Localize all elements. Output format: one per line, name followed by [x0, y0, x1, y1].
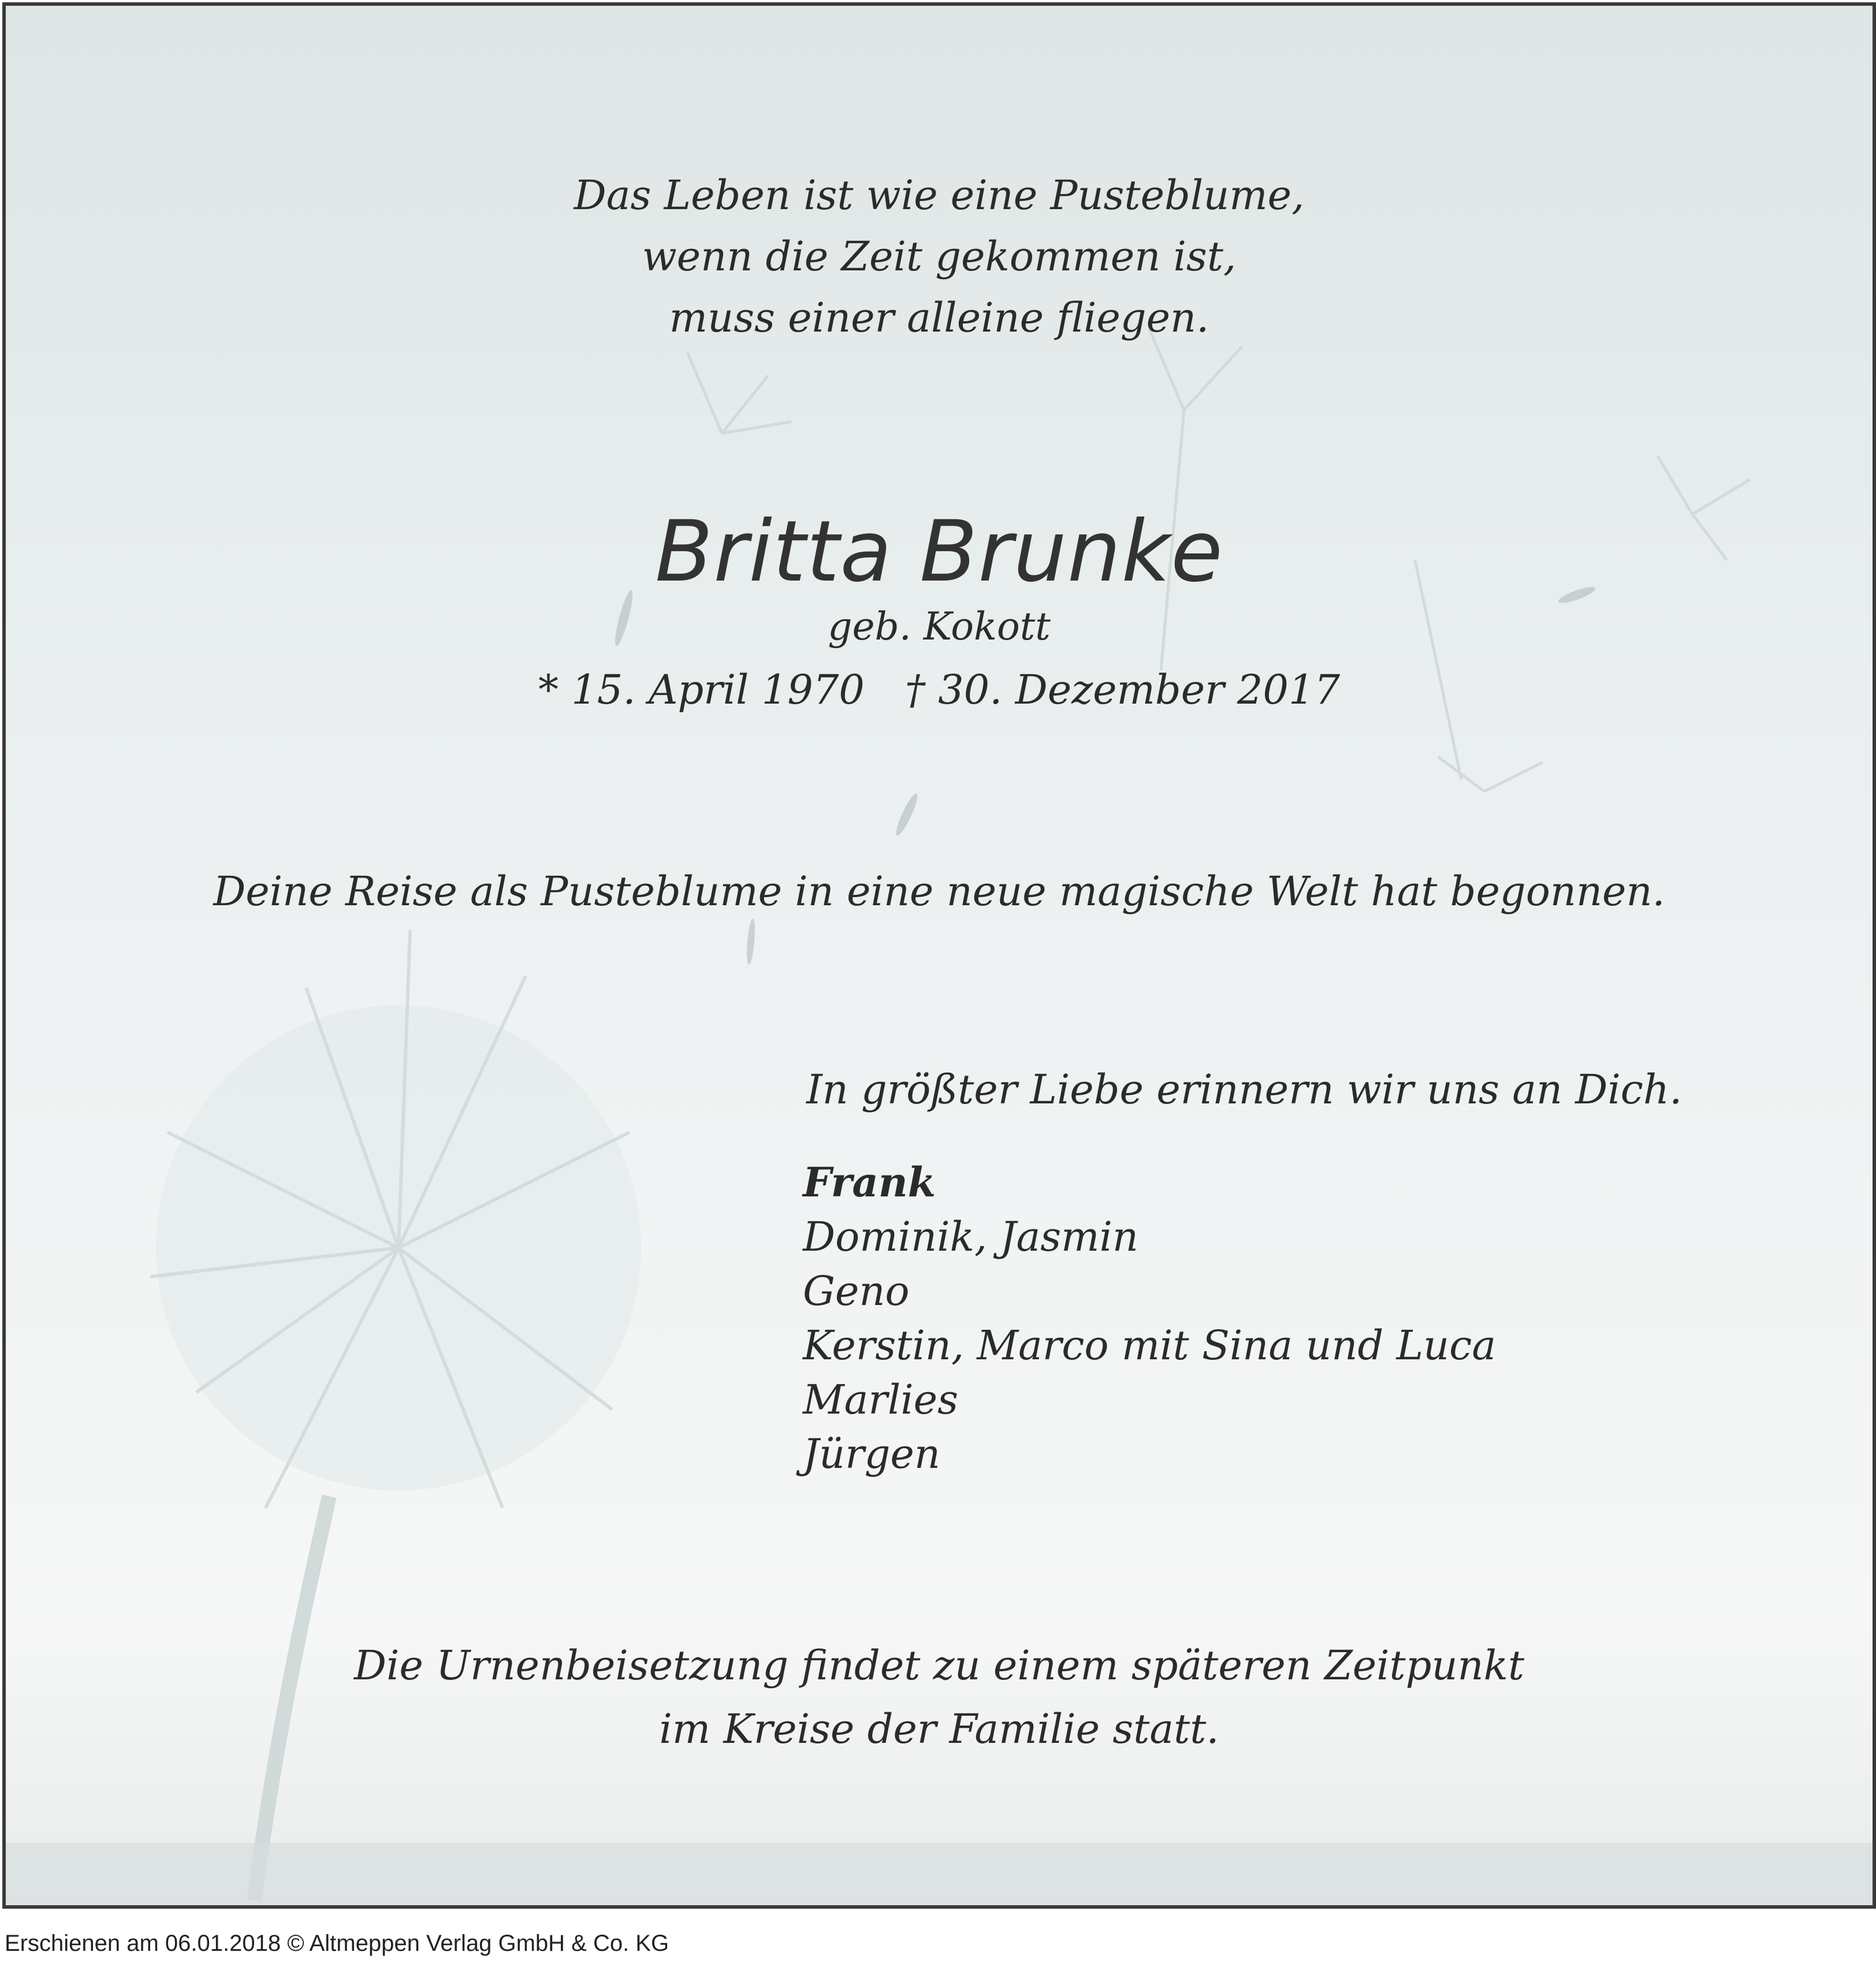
poem-line-1: Das Leben ist wie eine Pusteblume,	[574, 172, 1305, 219]
burial-line-1: Die Urnenbeisetzung findet zu einem späteren Zeitpunkt	[353, 1642, 1525, 1689]
deceased-name: Britta Brunke	[655, 503, 1223, 601]
burial-notice	[6, 1634, 1873, 1761]
family-member: Dominik, Jasmin	[803, 1213, 1138, 1261]
journey-text: Deine Reise als Pusteblume in eine neue magische Welt hat begonnen.	[213, 868, 1665, 915]
family-member: Jürgen	[803, 1430, 940, 1478]
burial-line-2: im Kreise der Familie statt.	[659, 1705, 1219, 1753]
publication-footer: Erschienen am 06.01.2018 © Altmeppen Verlag GmbH & Co. KG	[5, 1931, 669, 1956]
family-list	[803, 1155, 1496, 1481]
maiden-name: geb. Kokott	[828, 604, 1051, 649]
family-member: Frank	[803, 1158, 936, 1206]
life-dates	[6, 666, 1873, 713]
obituary-frame	[2, 2, 1876, 1909]
family-member: Geno	[803, 1267, 910, 1315]
family-member: Marlies	[803, 1376, 958, 1423]
birth-date: * 15. April 1970	[538, 666, 865, 713]
family-member: Kerstin, Marco mit Sina und Luca	[803, 1322, 1497, 1369]
poem	[6, 165, 1873, 348]
death-date: † 30. Dezember 2017	[904, 666, 1340, 713]
poem-line-2: wenn die Zeit gekommen ist,	[642, 233, 1237, 280]
remembrance-text: In größter Liebe erinnern wir uns an Dich.	[806, 1066, 1683, 1113]
poem-line-3: muss einer alleine fliegen.	[669, 294, 1209, 341]
